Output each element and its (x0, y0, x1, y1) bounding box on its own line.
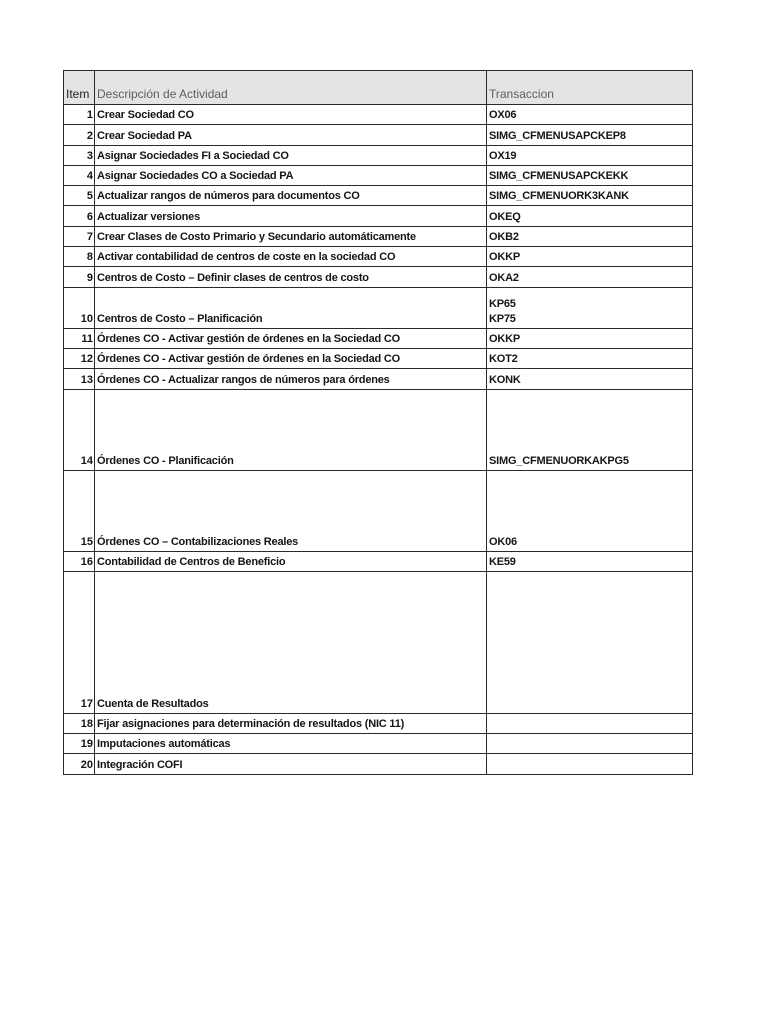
table-row (64, 226, 693, 246)
transaction-cell: KOT2 (487, 348, 693, 368)
transaction-cell: OKB2 (487, 226, 693, 246)
description-cell: Fijar asignaciones para determinación de resultados (NIC 11) (95, 713, 487, 733)
transaction-cell (487, 571, 693, 713)
transaction-cell: OKEQ (487, 206, 693, 226)
item-cell: 3 (64, 145, 95, 165)
description-cell: Integración COFI (95, 754, 487, 774)
description-cell: Órdenes CO - Activar gestión de órdenes en la Sociedad CO (95, 348, 487, 368)
transaction-cell (487, 713, 693, 733)
item-cell: 20 (64, 754, 95, 774)
item-cell: 9 (64, 267, 95, 287)
table-row (64, 369, 693, 389)
description-cell: Crear Sociedad CO (95, 105, 487, 125)
item-cell: 7 (64, 226, 95, 246)
table-row (64, 348, 693, 368)
table-row (64, 754, 693, 774)
item-cell: 4 (64, 165, 95, 185)
table-row (64, 267, 693, 287)
transaction-cell: SIMG_CFMENUORKAKPG5 (487, 389, 693, 470)
item-cell: 2 (64, 125, 95, 145)
description-cell: Crear Clases de Costo Primario y Secundario automáticamente (95, 226, 487, 246)
transaction-cell: SIMG_CFMENUORK3KANK (487, 186, 693, 206)
description-cell: Crear Sociedad PA (95, 125, 487, 145)
item-cell: 11 (64, 328, 95, 348)
table-row (64, 105, 693, 125)
transaction-cell: OKKP (487, 328, 693, 348)
table-header-row (64, 71, 693, 105)
transaction-cell: OKKP (487, 247, 693, 267)
header-item: Item (64, 71, 95, 105)
description-cell: Actualizar rangos de números para documentos CO (95, 186, 487, 206)
transaction-cell: OK06 (487, 470, 693, 551)
transaction-cell: OX19 (487, 145, 693, 165)
item-cell: 6 (64, 206, 95, 226)
description-cell: Centros de Costo – Planificación (95, 287, 487, 328)
item-cell: 5 (64, 186, 95, 206)
table-row (64, 287, 693, 328)
item-cell: 14 (64, 389, 95, 470)
table-row (64, 206, 693, 226)
table-row (64, 734, 693, 754)
description-cell: Cuenta de Resultados (95, 571, 487, 713)
item-cell: 19 (64, 734, 95, 754)
table-row (64, 125, 693, 145)
item-cell: 13 (64, 369, 95, 389)
table-row (64, 186, 693, 206)
transaction-cell (487, 754, 693, 774)
header-description: Descripción de Actividad (95, 71, 487, 105)
item-cell: 15 (64, 470, 95, 551)
transaction-cell: KONK (487, 369, 693, 389)
description-cell: Órdenes CO - Planificación (95, 389, 487, 470)
description-cell: Centros de Costo – Definir clases de centros de costo (95, 267, 487, 287)
header-transaction: Transaccion (487, 71, 693, 105)
description-cell: Asignar Sociedades CO a Sociedad PA (95, 165, 487, 185)
transaction-cell (487, 734, 693, 754)
description-cell: Contabilidad de Centros de Beneficio (95, 551, 487, 571)
transaction-cell: KP65 KP75 (487, 287, 693, 328)
description-cell: Imputaciones automáticas (95, 734, 487, 754)
transaction-cell: SIMG_CFMENUSAPCKEP8 (487, 125, 693, 145)
transaction-cell: KE59 (487, 551, 693, 571)
table-row (64, 328, 693, 348)
item-cell: 16 (64, 551, 95, 571)
transaction-cell: SIMG_CFMENUSAPCKEKK (487, 165, 693, 185)
table-row (64, 713, 693, 733)
table-row (64, 165, 693, 185)
table-row (64, 145, 693, 165)
item-cell: 1 (64, 105, 95, 125)
table-row (64, 389, 693, 470)
description-cell: Actualizar versiones (95, 206, 487, 226)
item-cell: 17 (64, 571, 95, 713)
item-cell: 10 (64, 287, 95, 328)
transaction-cell: OX06 (487, 105, 693, 125)
table-row (64, 551, 693, 571)
item-cell: 8 (64, 247, 95, 267)
item-cell: 12 (64, 348, 95, 368)
transaction-cell: OKA2 (487, 267, 693, 287)
description-cell: Asignar Sociedades FI a Sociedad CO (95, 145, 487, 165)
table-row (64, 470, 693, 551)
activity-table (63, 70, 693, 775)
description-cell: Órdenes CO - Activar gestión de órdenes en la Sociedad CO (95, 328, 487, 348)
table-row (64, 571, 693, 713)
description-cell: Órdenes CO - Actualizar rangos de números para órdenes (95, 369, 487, 389)
item-cell: 18 (64, 713, 95, 733)
description-cell: Activar contabilidad de centros de coste en la sociedad CO (95, 247, 487, 267)
table-row (64, 247, 693, 267)
description-cell: Órdenes CO – Contabilizaciones Reales (95, 470, 487, 551)
